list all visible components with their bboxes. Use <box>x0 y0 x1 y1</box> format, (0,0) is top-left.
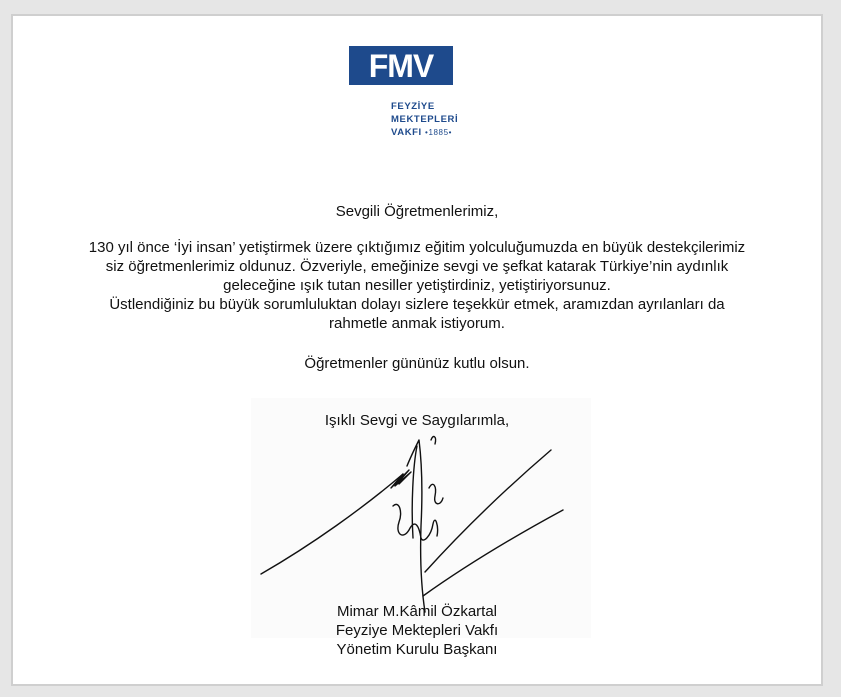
fmv-logo <box>349 46 459 146</box>
handwritten-signature <box>253 426 583 616</box>
signer-title: Yönetim Kurulu Başkanı <box>336 641 498 658</box>
letter-body-line: geleceğine ışık tutan nesiller yetiştirdiniz, yetiştiriyorsunuz. <box>223 277 611 294</box>
signer-name: Mimar M.Kâmil Özkartal <box>336 603 497 620</box>
letter-greeting: Sevgili Öğretmenlerimiz, <box>335 203 499 220</box>
signer-organization: Feyziye Mektepleri Vakfı <box>335 622 499 639</box>
logo-line-1: FEYZİYE <box>391 101 435 112</box>
logo-letters: FMV <box>368 48 434 84</box>
letter-closing: Işıklı Sevgi ve Saygılarımla, <box>324 412 510 429</box>
letter-body-line: Üstlendiğiniz bu büyük sorumluluktan dolayı sizlere teşekkür etmek, aramızdan ayrılanları da <box>109 296 725 313</box>
logo-line-3: VAKFI <box>391 127 422 138</box>
letter-body-line: 130 yıl önce ‘İyi insan’ yetiştirmek üzere çıktığımız eğitim yolculuğumuzda en büyük destekçilerimiz <box>88 239 746 256</box>
letter-body <box>13 238 821 333</box>
letter-wish: Öğretmenler gününüz kutlu olsun. <box>304 355 530 372</box>
fmv-logo-icon <box>349 46 453 85</box>
logo-wordmark <box>391 100 458 139</box>
signer-block <box>13 602 821 659</box>
letter-card <box>11 14 823 686</box>
letter-body-line: siz öğretmenlerimiz oldunuz. Özveriyle, emeğinize sevgi ve şefkat katarak Türkiye’nin aydınlık <box>105 258 729 275</box>
logo-line-2: MEKTEPLERİ <box>391 114 459 125</box>
logo-year: •1885• <box>425 128 453 137</box>
letter-body-line: rahmetle anmak istiyorum. <box>329 315 505 332</box>
